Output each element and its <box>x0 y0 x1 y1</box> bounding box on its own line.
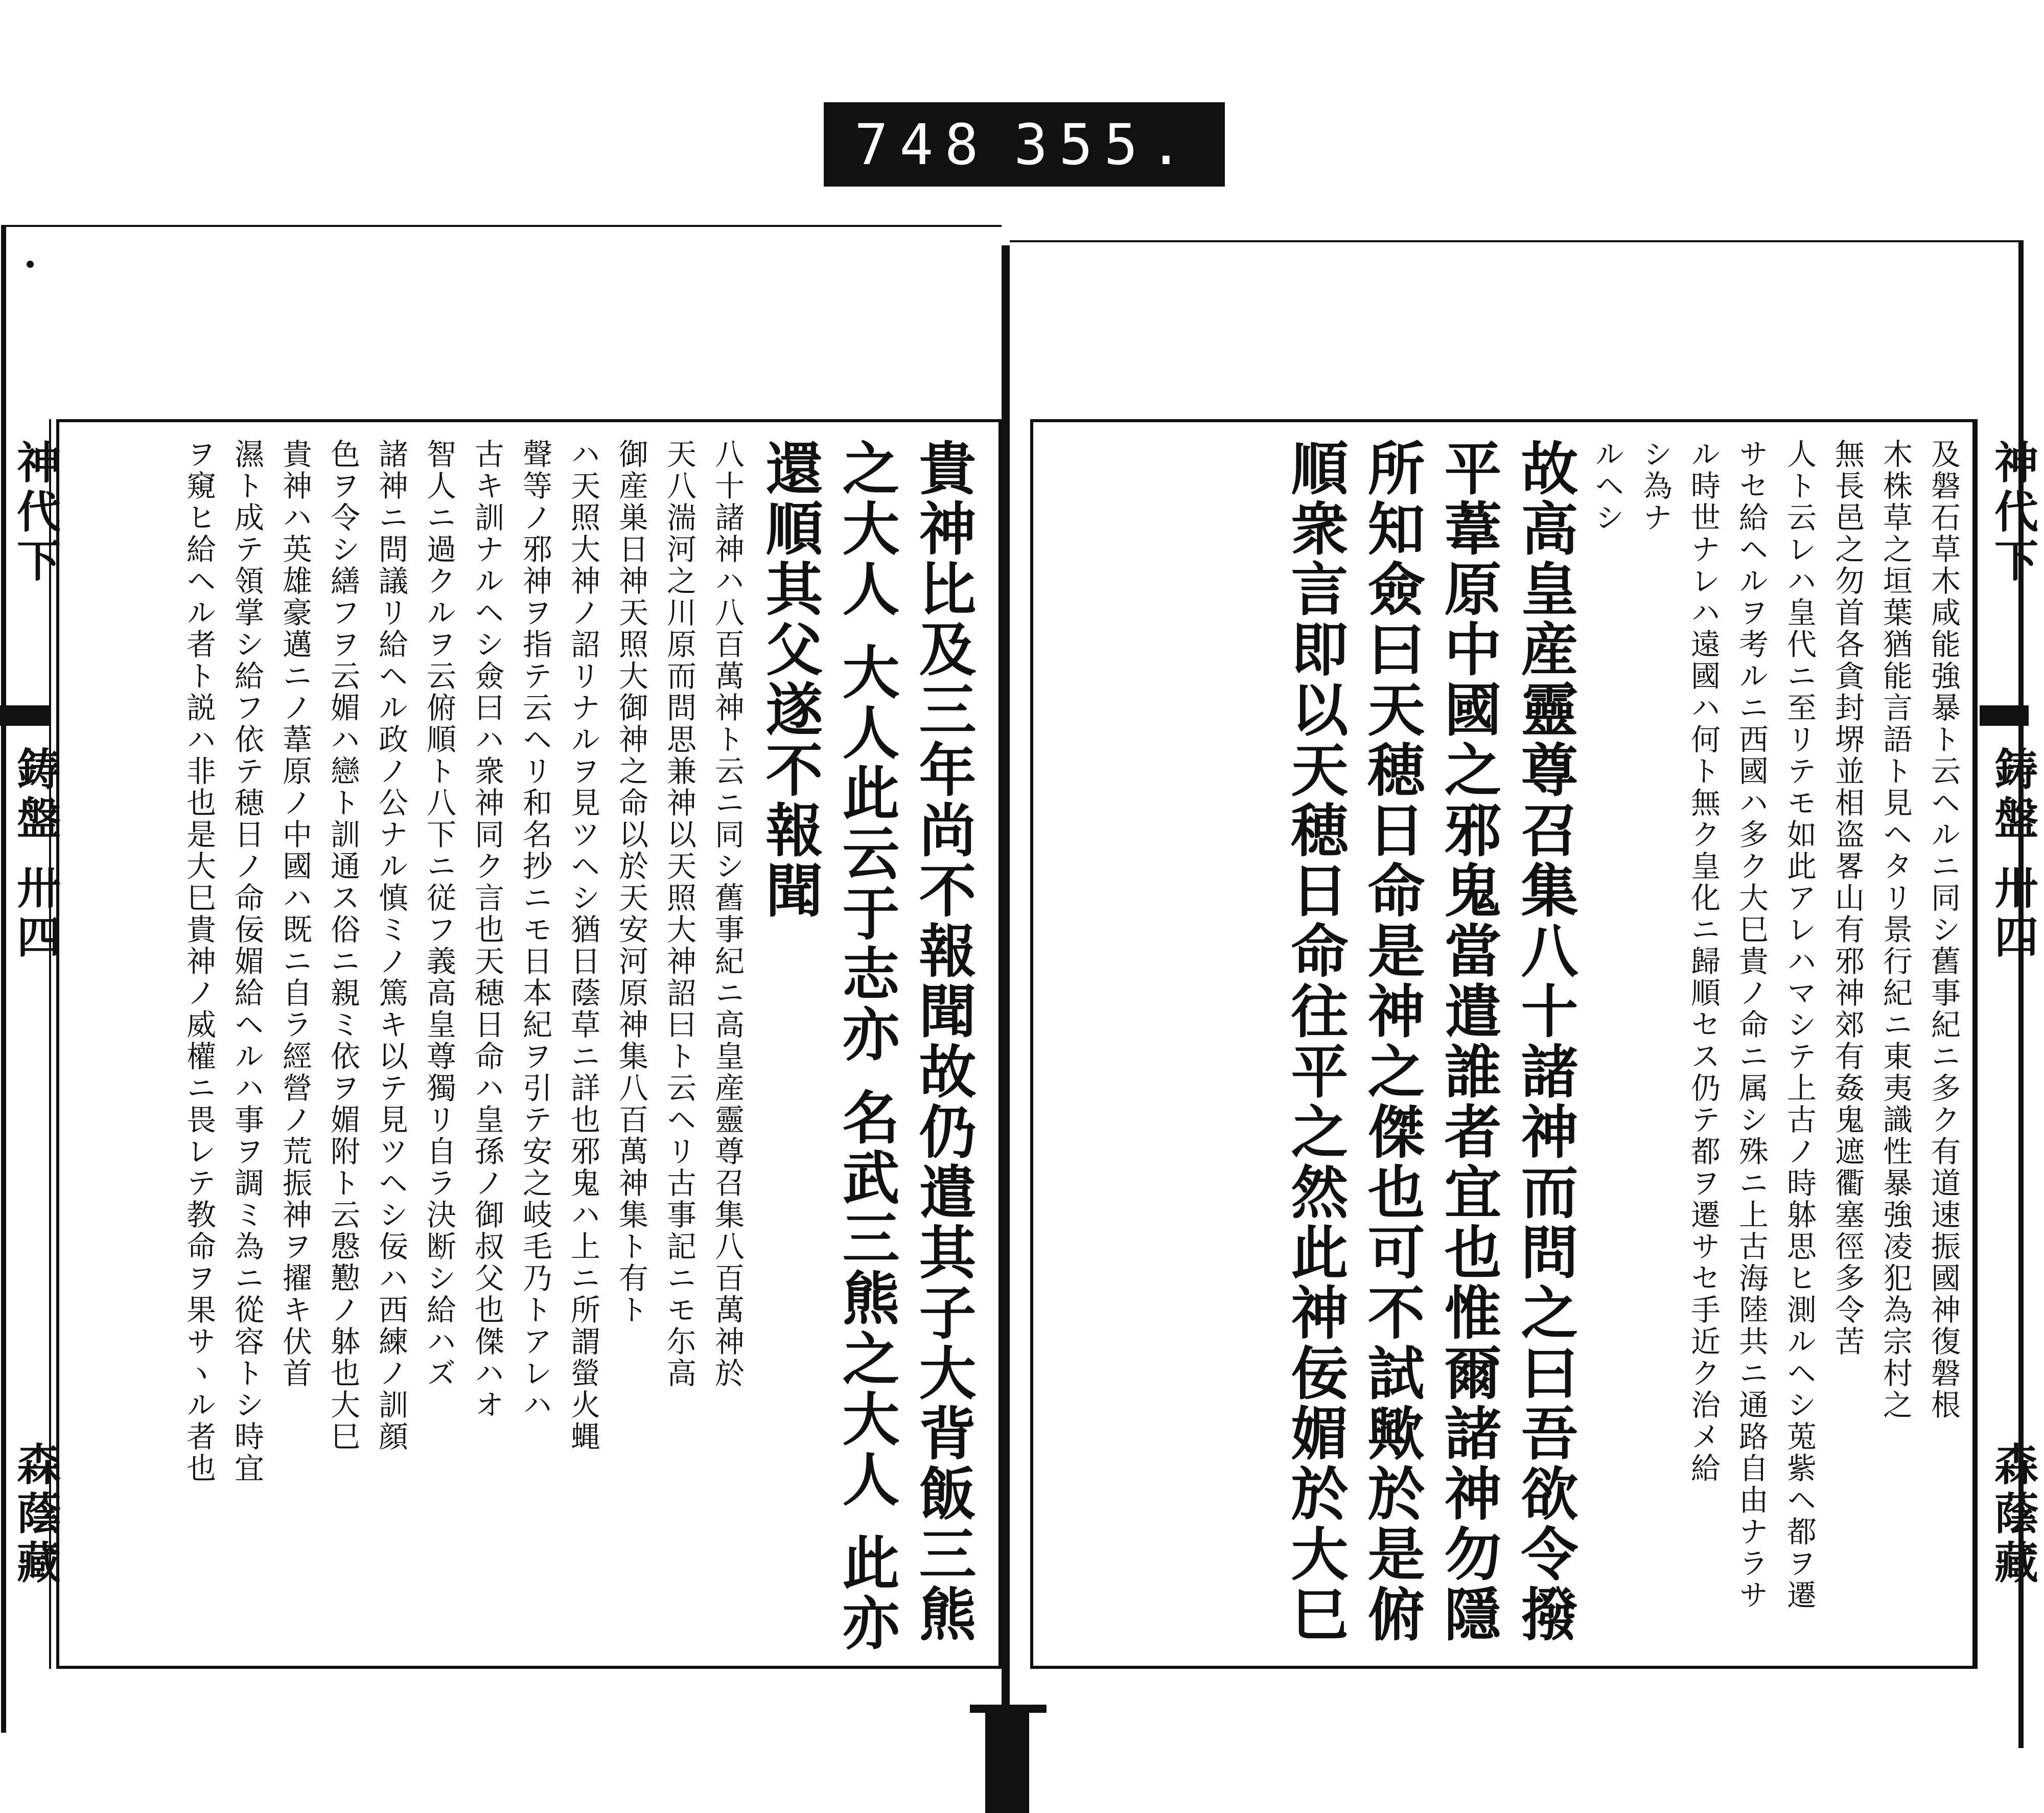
text-column: 貴神ハ英雄豪邁ニノ葦原ノ中國ハ既ニ自ラ經營ノ荒振神ヲ擢キ伏首 <box>277 439 312 1389</box>
text-column: 濕ト成テ領掌シ給フ依テ穂日ノ命佞媚給ヘルハ事ヲ調ミ為ニ從容トシ時宜 <box>229 439 264 1484</box>
right-page <box>1010 225 2044 1753</box>
text-column: 色ヲ令シ繕フヲ云媚ハ戀ト訓通ス俗ニ親ミ依ヲ媚附ト云慇懃ノ躰也大巳 <box>326 439 360 1453</box>
text-column: 平葦原中國之邪鬼當遣誰者宜也惟爾諸神勿隱 <box>1435 439 1502 1645</box>
spine-binding <box>1002 245 1010 1717</box>
text-column: 無長邑之勿首各貪封堺並相盗畧山有邪神郊有姦鬼遮衢塞徑多令苦 <box>1830 439 1865 1358</box>
right-margin-owner: 森蔭藏 <box>1987 1441 2038 1589</box>
text-column: 順衆言即以天穂日命往平之然此神佞媚於大巳 <box>1282 439 1349 1645</box>
text-column: 及磐石草木咸能強暴ト云ヘルニ同シ舊事紀ニ多ク有道速振國神復磐根 <box>1926 439 1961 1421</box>
text-column: ヲ窺ヒ給ヘル者ト説ハ非也是大巳貴神ノ威權ニ畏レテ教命ヲ果サヽル者也 <box>181 439 216 1484</box>
left-margin-divider <box>0 705 49 726</box>
text-column: シ為ナ <box>1638 439 1673 534</box>
left-margin-owner: 森蔭藏 <box>9 1441 61 1589</box>
text-column: 所知僉曰天穂日命是神之傑也可不試歟於是俯 <box>1358 439 1425 1645</box>
left-page-text <box>77 439 981 1655</box>
right-margin-chapter: 鋳盤 卅四 <box>1987 746 2038 963</box>
text-column: 八十諸神ハ八百萬神ト云ニ同シ舊事紀ニ高皇産靈尊召集八百萬神於 <box>710 439 745 1389</box>
text-column: 天八湍河之川原而問思兼神以天照大神詔曰ト云ヘリ古事記ニモ尓高 <box>662 439 696 1389</box>
text-column: 貴神比及三年尚不報聞故仍遣其子大背飯三熊 <box>910 439 977 1645</box>
text-column: 古キ訓ナルヘシ僉曰ハ衆神同ク言也天穂日命ハ皇孫ノ御叔父也傑ハオ <box>470 439 504 1421</box>
right-margin-title: 神代下 <box>1987 440 2038 587</box>
right-page-margin-strip <box>1976 419 2038 1669</box>
stamp-page-number: 355. <box>1014 111 1194 177</box>
catalog-stamp <box>824 102 1225 187</box>
text-column: 諸神ニ問議リ給ヘル政ノ公ナル慎ミノ篤キ以テ見ツヘシ佞ハ西練ノ訓顔 <box>374 439 408 1453</box>
text-column: ル時世ナレハ遠國ハ何ト無ク皇化ニ歸順セス仍テ都ヲ遷サセ手近ク治メ給 <box>1686 439 1721 1484</box>
left-page-margin-strip <box>0 419 61 1669</box>
right-page-text <box>1099 439 1967 1655</box>
text-column: 人ト云レハ皇代ニ至リテモ如此アレハマシテ上古ノ時躰思ヒ測ルヘシ莵紫ヘ都ヲ遷 <box>1782 439 1817 1611</box>
left-page <box>0 225 1002 1753</box>
text-column: 之大人 大人此云于志亦 名武三熊之大人 此亦還順其父遂不報聞 <box>756 439 900 1654</box>
right-margin-divider <box>1980 705 2029 726</box>
left-margin-title: 神代下 <box>9 440 61 587</box>
stamp-volume-number: 748 <box>854 111 990 177</box>
text-column: 木株草之垣葉猶能言語ト見ヘタリ景行紀ニ東夷識性暴強凌犯為宗村之 <box>1878 439 1913 1421</box>
text-column: 智人ニ過クルヲ云俯順ト八下ニ従フ義高皇尊獨リ自ラ決断シ給ハズ <box>422 439 456 1389</box>
text-column: 御産巣日神天照大御神之命以於天安河原神集八百萬神集ト有ト <box>614 439 648 1326</box>
text-column: 聲等ノ邪神ヲ指テ云ヘリ和名抄ニモ日本紀ヲ引テ安之岐毛乃トアレハ <box>518 439 552 1421</box>
text-column: サセ給ヘルヲ考ルニ西國ハ多ク大巳貴ノ命ニ属シ殊ニ上古海陸共ニ通路自由ナラサ <box>1734 439 1769 1611</box>
left-margin-chapter: 鋳盤 卅四 <box>9 746 61 963</box>
text-column: ルヘシ <box>1590 439 1624 534</box>
text-column: ハ天照大神ノ詔リナルヲ見ツヘシ猶日蔭草ニ詳也邪鬼ハ上ニ所謂螢火蝿 <box>566 439 600 1453</box>
text-column: 故高皇産靈尊召集八十諸神而問之曰吾欲令撥 <box>1512 439 1578 1645</box>
